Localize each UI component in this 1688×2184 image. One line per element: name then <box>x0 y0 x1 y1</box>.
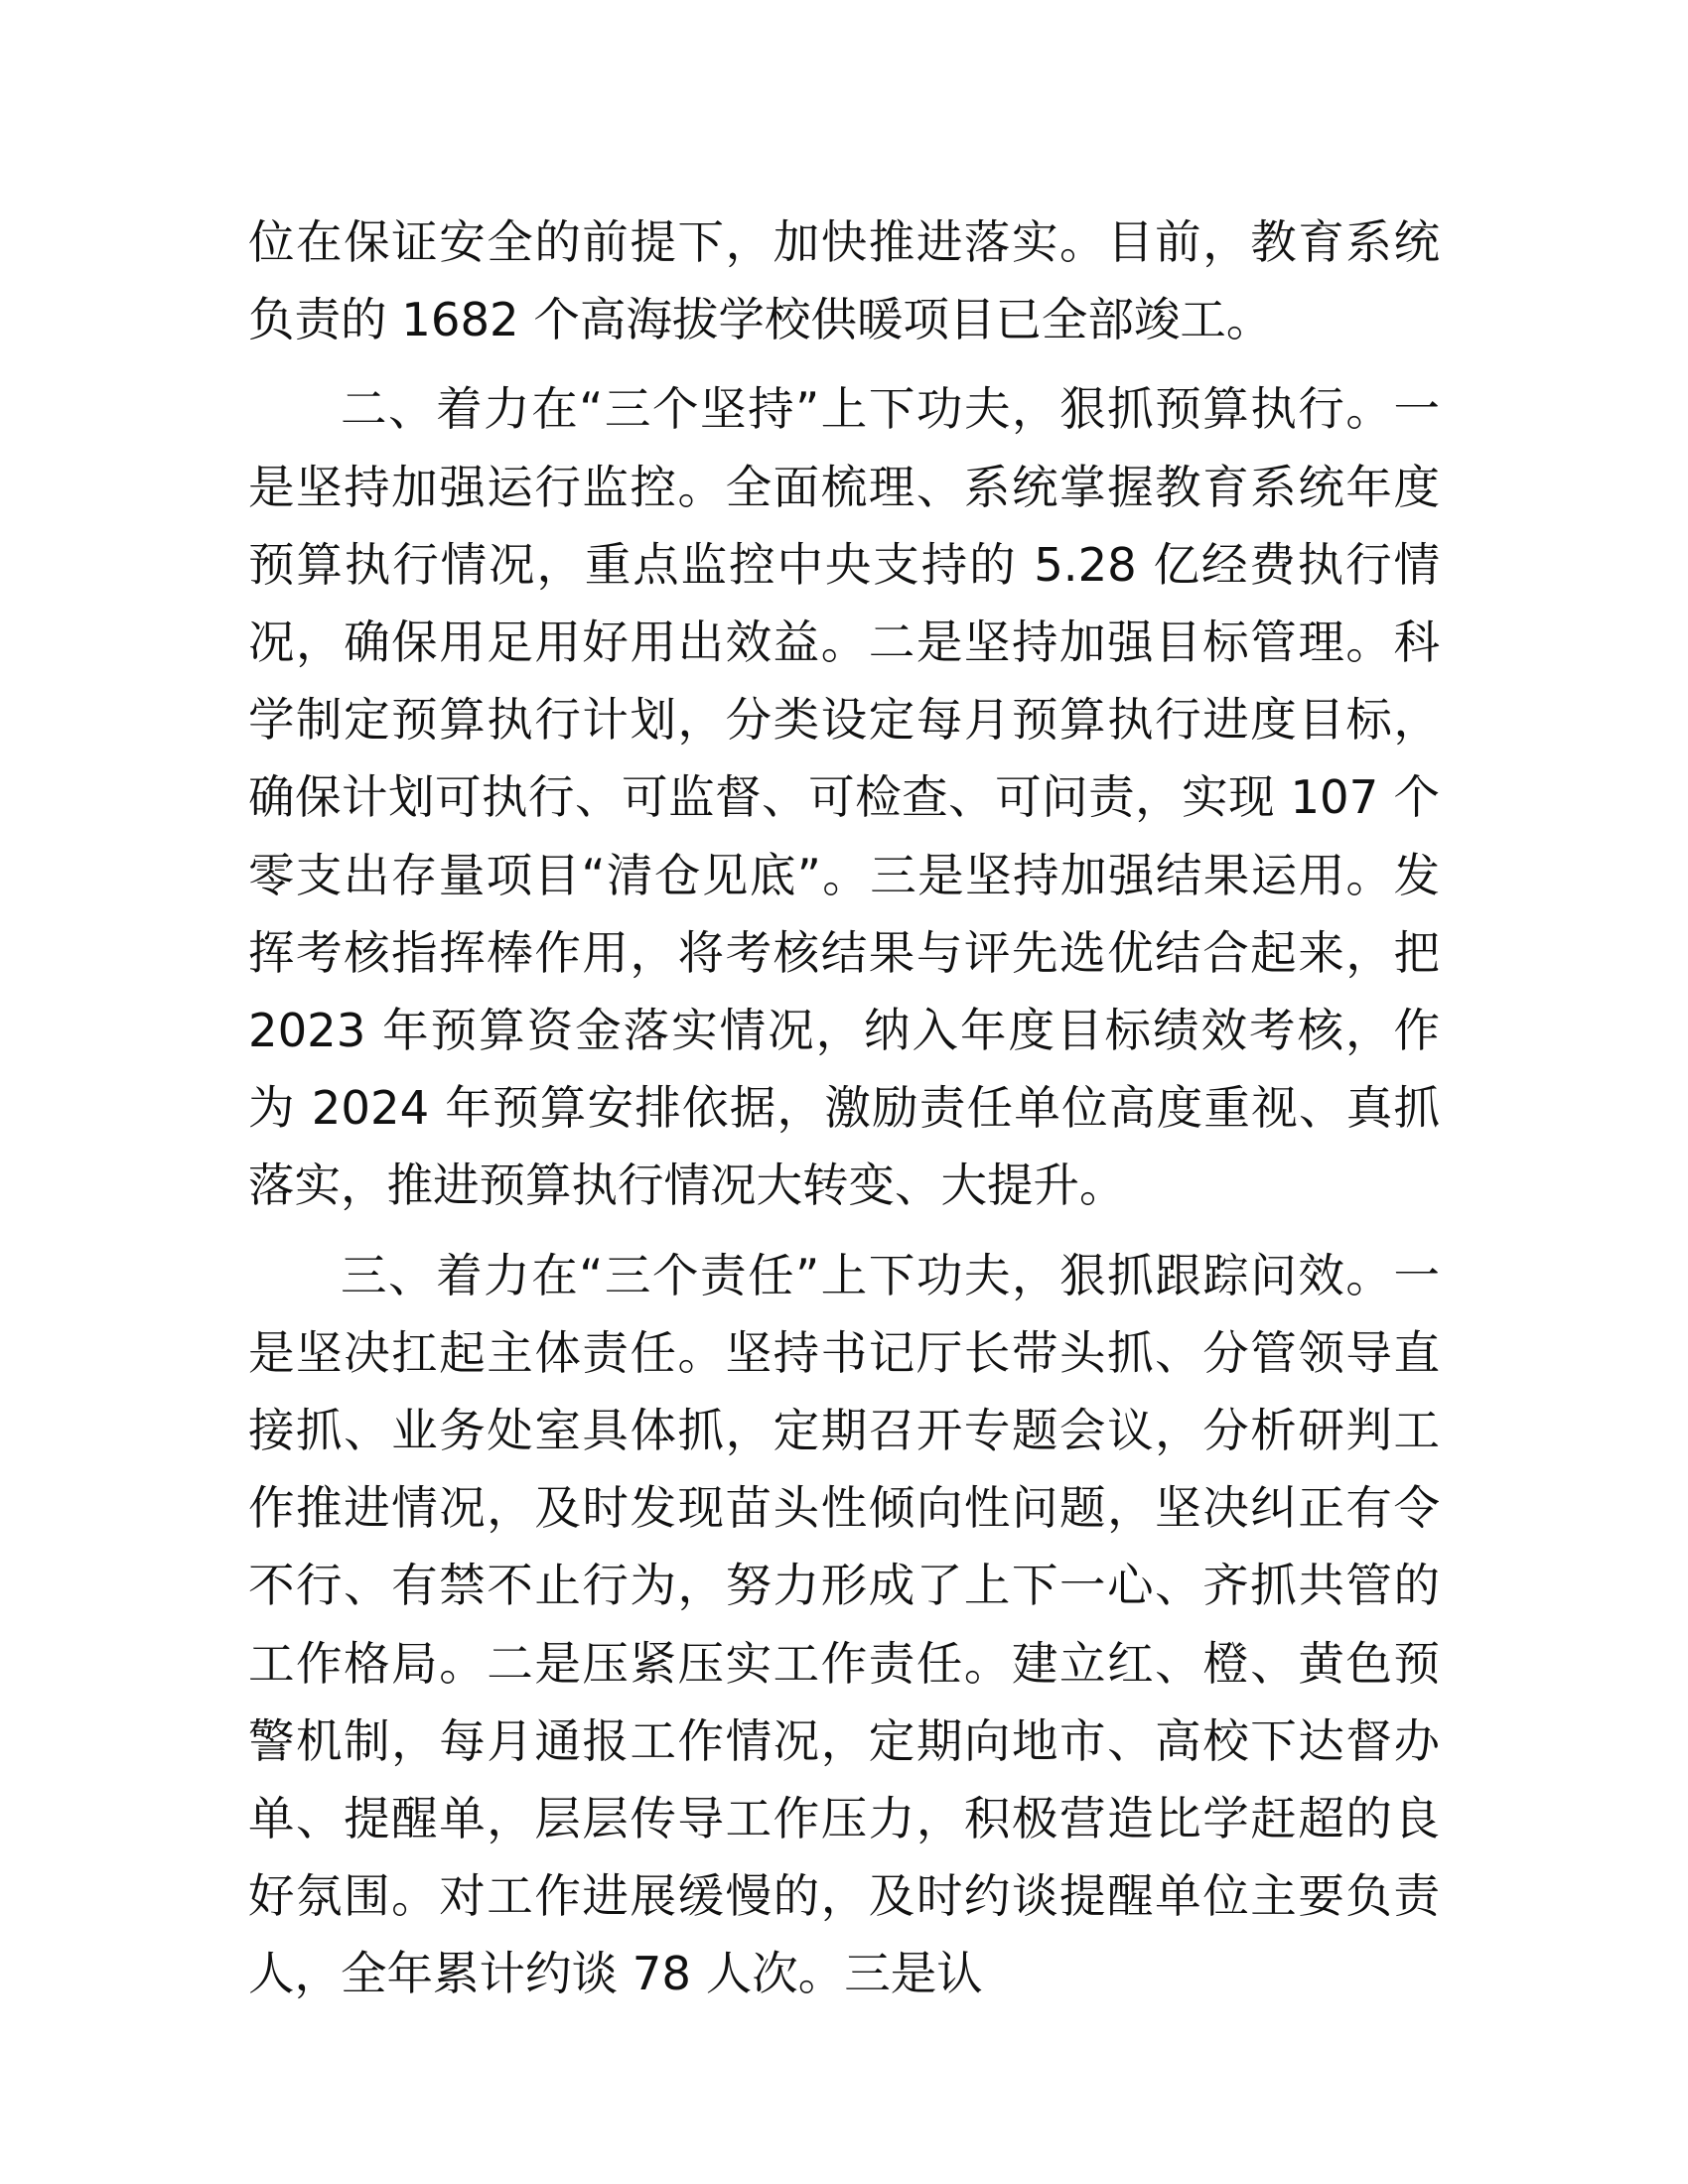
paragraph-budget-execution: 二、着力在“三个坚持”上下功夫，狠抓预算执行。一是坚持加强运行监控。全面梳理、系统掌握教育系统年度预算执行情况，重点监控中央支持的 5.28 亿经费执行情况，确保用足用好用出效益。二是坚持加强目标管理。科学制定预算执行计划，分类设定每月预算执行进度目标，确保计划可执行、可监督、可检查、可问责，实现 107 个零支出存量项目“清仓见底”。三是坚持加强结果运用。发挥考核指挥棒作用，将考核结果与评先选优结合起来，把 2023 年预算资金落实情况，纳入年度目标绩效考核，作为 2024 年预算安排依据，激励责任单位高度重视、真抓落实，推进预算执行情况大转变、大提升。 <box>248 382 1440 1213</box>
document-page <box>248 204 1440 2013</box>
paragraph-continuation: 位在保证安全的前提下，加快推进落实。目前，教育系统负责的 1682 个高海拔学校供暖项目已全部竣工。 <box>248 215 1440 347</box>
paragraph-accountability: 三、着力在“三个责任”上下功夫，狠抓跟踪问效。一是坚决扛起主体责任。坚持书记厅长带头抓、分管领导直接抓、业务处室具体抓，定期召开专题会议，分析研判工作推进情况，及时发现苗头性倾向性问题，坚决纠正有令不行、有禁不止行为，努力形成了上下一心、齐抓共管的工作格局。二是压紧压实工作责任。建立红、橙、黄色预警机制，每月通报工作情况，定期向地市、高校下达督办单、提醒单，层层传导工作压力，积极营造比学赶超的良好氛围。对工作进展缓慢的，及时约谈提醒单位主要负责人，全年累计约谈 78 人次。三是认 <box>248 1248 1440 2001</box>
